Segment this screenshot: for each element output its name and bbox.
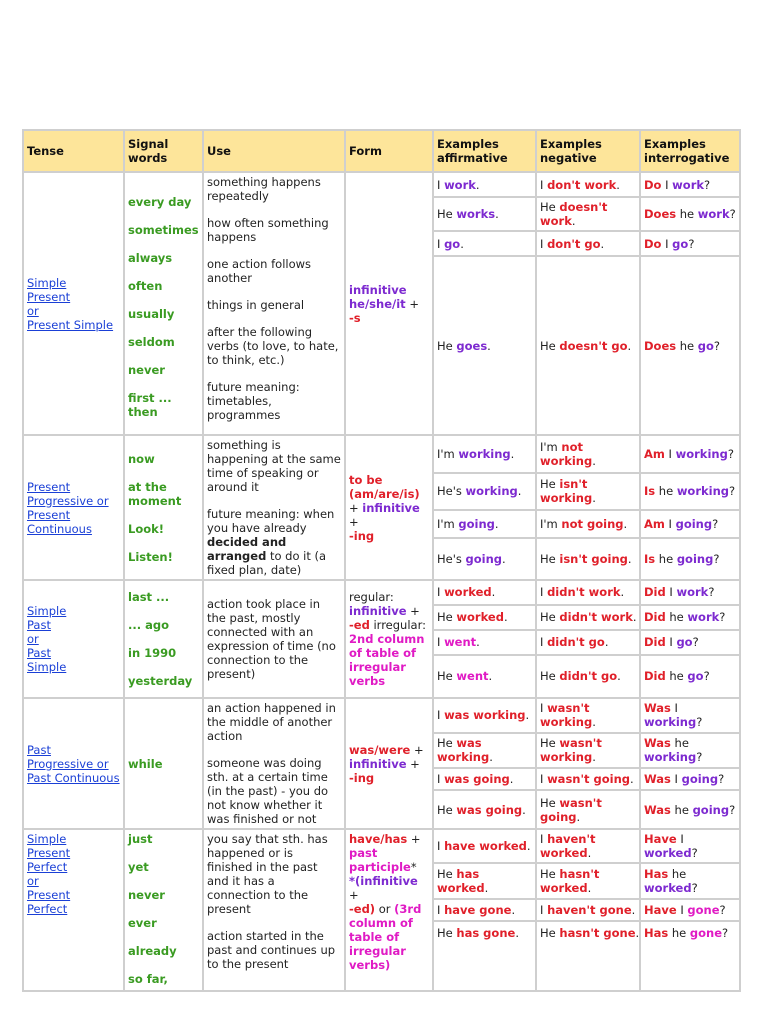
use-text: to do it (a fixed plan, date)	[207, 549, 327, 577]
header-use: Use	[203, 130, 345, 172]
example-affirmative: I go.	[433, 231, 536, 256]
signal-word: yesterday	[128, 674, 193, 688]
signal-word: never	[128, 888, 165, 902]
use-text: things in general	[207, 298, 305, 312]
header-row	[23, 130, 740, 172]
example-negative: He wasn't working.	[536, 733, 640, 768]
form-text: -ing	[349, 770, 375, 785]
example-affirmative: I'm working.	[433, 435, 536, 473]
example-negative: I don't work.	[536, 172, 640, 197]
example-interrogative: Have I gone?	[640, 899, 740, 921]
form-text: past participle	[349, 846, 411, 874]
example-interrogative: Do I go?	[640, 231, 740, 256]
example-interrogative: Did he work?	[640, 605, 740, 630]
example-negative: He isn't going.	[536, 538, 640, 580]
example-affirmative: I went.	[433, 630, 536, 655]
header-examples-affirmative: Examples affirmative	[433, 130, 536, 172]
form-cell: have/has + past participle* *(infinitive + -ed) or (3rd column of table of irregular verbs)	[345, 829, 433, 991]
example-negative: I haven't gone.	[536, 899, 640, 921]
example-affirmative: He worked.	[433, 605, 536, 630]
signal-word: Look!	[128, 521, 165, 536]
use-text: someone was doing sth. at a certain time (in the past) - you do not know whether it was finished or not	[207, 756, 329, 826]
header-examples-interrogative: Examples interrogative	[640, 130, 740, 172]
form-text: he/she/it	[349, 296, 406, 311]
use-text: decided and arranged	[207, 535, 287, 563]
example-negative: I'm not going.	[536, 510, 640, 538]
signal-word: just	[128, 832, 153, 846]
form-text: -ed)	[349, 902, 376, 916]
signal-words-cell	[124, 829, 203, 991]
tense-cell	[23, 829, 124, 991]
tense-label: Past	[27, 618, 51, 632]
example-interrogative: Did I go?	[640, 630, 740, 655]
form-text: infinitive	[349, 282, 407, 297]
use-text: action started in the past and continues up to the present	[207, 929, 336, 971]
tense-cell	[23, 698, 124, 829]
signal-words-cell	[124, 698, 203, 829]
tense-cell	[23, 172, 124, 435]
example-affirmative: I have gone.	[433, 899, 536, 921]
signal-word: already	[128, 944, 177, 958]
example-affirmative: I'm going.	[433, 510, 536, 538]
header-tense: Tense	[23, 130, 124, 172]
tense-label: Present	[27, 846, 71, 860]
form-text: infinitive	[349, 604, 407, 618]
example-affirmative: He went.	[433, 655, 536, 698]
tense-label: Progressive or	[27, 493, 109, 508]
tense-label: Simple	[27, 275, 67, 290]
form-cell: infinitive he/she/it + -s	[345, 172, 433, 435]
tense-label: Simple	[27, 832, 67, 846]
signal-word: seldom	[128, 335, 175, 349]
tense-link-present-perfect[interactable]	[27, 832, 120, 916]
example-negative: He isn't working.	[536, 473, 640, 511]
example-negative: I don't go.	[536, 231, 640, 256]
signal-word: first ...	[128, 391, 172, 405]
table-row	[23, 698, 740, 733]
signal-word: sometimes	[128, 223, 199, 237]
example-interrogative: Was I working?	[640, 698, 740, 733]
form-text: to be	[349, 472, 383, 487]
signal-word: ... ago	[128, 618, 170, 632]
signal-word: then	[128, 405, 158, 419]
use-text: you say that sth. has happened or is finished in the past and it has a connection to the present	[207, 832, 328, 916]
example-negative: He didn't work.	[536, 605, 640, 630]
use-text: an action happened in the middle of another action	[207, 701, 336, 743]
form-text: regular:	[349, 590, 394, 604]
tense-label: Perfect	[27, 902, 68, 916]
header-signal-words: Signal words	[124, 130, 203, 172]
form-text: infinitive	[362, 500, 420, 515]
form-text: -ed	[349, 618, 370, 632]
tense-label: Present Simple	[27, 317, 114, 332]
example-affirmative: I have worked.	[433, 829, 536, 863]
use-cell	[203, 580, 345, 698]
table-row	[23, 580, 740, 605]
form-text: 2nd column of table of irregular verbs	[349, 632, 425, 688]
example-interrogative: Was he going?	[640, 790, 740, 829]
example-interrogative: Is he working?	[640, 473, 740, 511]
example-affirmative: I work.	[433, 172, 536, 197]
example-negative: He hasn't worked.	[536, 863, 640, 899]
example-interrogative: Am I going?	[640, 510, 740, 538]
example-interrogative: Did I work?	[640, 580, 740, 605]
signal-word: at the moment	[128, 479, 182, 508]
signal-words-cell	[124, 435, 203, 580]
example-negative: I wasn't working.	[536, 698, 640, 733]
example-interrogative: Does he work?	[640, 197, 740, 231]
tenses-table	[22, 129, 741, 992]
form-text: (am/are/is)	[349, 486, 420, 501]
example-negative: He doesn't go.	[536, 256, 640, 435]
tense-label: or	[27, 303, 39, 318]
example-negative: I haven't worked.	[536, 829, 640, 863]
table-row	[23, 435, 740, 473]
example-interrogative: Was I going?	[640, 768, 740, 791]
tense-link-past-progressive[interactable]	[27, 743, 120, 785]
form-text: -ing	[349, 528, 375, 543]
use-text: after the following verbs (to love, to hate, to think, etc.)	[207, 325, 339, 367]
use-text: one action follows another	[207, 257, 312, 285]
example-affirmative: I worked.	[433, 580, 536, 605]
use-cell	[203, 829, 345, 991]
signal-word: usually	[128, 307, 175, 321]
table-row	[23, 829, 740, 863]
example-interrogative: Is he going?	[640, 538, 740, 580]
signal-word: in 1990	[128, 646, 177, 660]
example-affirmative: He has gone.	[433, 921, 536, 991]
tense-link-simple-present[interactable]	[27, 276, 120, 332]
signal-word: ever	[128, 916, 157, 930]
tense-label: Progressive or	[27, 756, 109, 771]
form-text: (3rd column of table of irregular verbs)	[349, 902, 422, 972]
use-text: how often something happens	[207, 216, 329, 244]
signal-word: every day	[128, 195, 192, 209]
example-affirmative: He was working.	[433, 733, 536, 768]
signal-word: now	[128, 451, 155, 466]
example-interrogative: Has he worked?	[640, 863, 740, 899]
signal-word: yet	[128, 860, 149, 874]
example-negative: He didn't go.	[536, 655, 640, 698]
use-cell	[203, 435, 345, 580]
example-affirmative: He works.	[433, 197, 536, 231]
tense-label: Past	[27, 742, 51, 757]
example-interrogative: Did he go?	[640, 655, 740, 698]
signal-word: so far,	[128, 972, 168, 986]
tense-link-present-progressive[interactable]	[27, 480, 120, 536]
tense-link-simple-past[interactable]	[27, 604, 120, 674]
form-text: -s	[349, 310, 361, 325]
example-negative: I didn't go.	[536, 630, 640, 655]
form-text: have/has	[349, 832, 408, 846]
example-negative: I'm not working.	[536, 435, 640, 473]
tense-label: Simple	[27, 660, 67, 674]
signal-word: last ...	[128, 590, 170, 604]
example-negative: I wasn't going.	[536, 768, 640, 791]
example-affirmative: He's going.	[433, 538, 536, 580]
use-cell	[203, 698, 345, 829]
form-text: irregular:	[373, 618, 426, 632]
example-interrogative: Has he gone?	[640, 921, 740, 991]
signal-word: while	[128, 756, 163, 771]
table-row	[23, 172, 740, 197]
form-text: *(infinitive	[349, 874, 418, 888]
tense-label: Past Continuous	[27, 770, 120, 785]
tense-label: Perfect	[27, 860, 68, 874]
example-interrogative: Do I work?	[640, 172, 740, 197]
tense-label: Present	[27, 289, 71, 304]
use-text: something is happening at the same time of speaking or around it	[207, 438, 341, 494]
header-form: Form	[345, 130, 433, 172]
example-interrogative: Am I working?	[640, 435, 740, 473]
example-affirmative: He's working.	[433, 473, 536, 511]
use-text: something happens repeatedly	[207, 175, 321, 203]
example-affirmative: I was going.	[433, 768, 536, 791]
use-text: future meaning: when you have already	[207, 507, 335, 535]
use-cell	[203, 172, 345, 435]
tense-label: Present	[27, 479, 71, 494]
example-negative: He hasn't gone.	[536, 921, 640, 991]
example-negative: He doesn't work.	[536, 197, 640, 231]
tense-label: Present	[27, 888, 71, 902]
tense-label: Simple	[27, 604, 67, 618]
form-cell: to be (am/are/is) + infinitive + -ing	[345, 435, 433, 580]
tense-cell	[23, 580, 124, 698]
example-interrogative: Was he working?	[640, 733, 740, 768]
tense-label: or	[27, 874, 39, 888]
tense-label: Continuous	[27, 521, 92, 536]
use-text: future meaning: timetables, programmes	[207, 380, 300, 422]
signal-word: never	[128, 363, 165, 377]
form-cell: was/were + infinitive + -ing	[345, 698, 433, 829]
example-interrogative: Does he go?	[640, 256, 740, 435]
tense-cell	[23, 435, 124, 580]
example-affirmative: He has worked.	[433, 863, 536, 899]
use-text: action took place in the past, mostly connected with an expression of time (no connection to the present)	[207, 597, 336, 681]
signal-word: always	[128, 251, 173, 265]
signal-word: Listen!	[128, 549, 173, 564]
signal-words-cell	[124, 172, 203, 435]
header-examples-negative: Examples negative	[536, 130, 640, 172]
signal-words-cell	[124, 580, 203, 698]
form-text: infinitive	[349, 756, 407, 771]
form-cell: regular: infinitive + -ed irregular: 2nd column of table of irregular verbs	[345, 580, 433, 698]
example-affirmative: He was going.	[433, 790, 536, 829]
tense-label: Past	[27, 646, 51, 660]
tense-label: or	[27, 632, 39, 646]
example-negative: I didn't work.	[536, 580, 640, 605]
example-affirmative: I was working.	[433, 698, 536, 733]
example-interrogative: Have I worked?	[640, 829, 740, 863]
signal-word: often	[128, 279, 163, 293]
form-text: was/were	[349, 742, 411, 757]
tense-label: Present	[27, 507, 71, 522]
example-negative: He wasn't going.	[536, 790, 640, 829]
example-affirmative: He goes.	[433, 256, 536, 435]
